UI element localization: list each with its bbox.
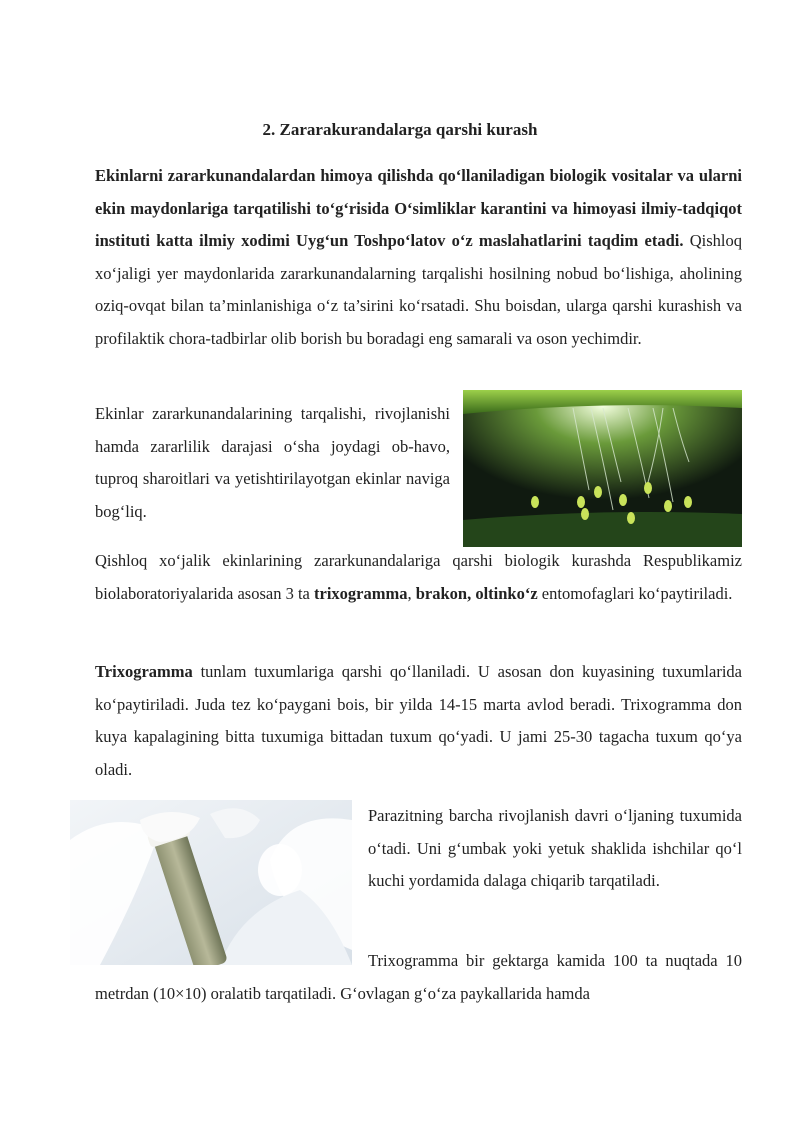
section-heading: 2. Zararakurandalarga qarshi kurash (262, 120, 538, 139)
spread-paragraph: Ekinlar zararkunandalarining tarqalishi, rivojlanishi hamda zararlilik darajasi o‘sha joydagi ob-havo, tuproq sharoitlari va yetishtirilayotgan ekinlar naviga bog‘liq. (95, 404, 450, 521)
parasite-eggs-image (463, 390, 742, 547)
parasite-development-paragraph: Parazitning barcha rivojlanish davri o‘ljaning tuxumida o‘tadi. Uni g‘umbak yoki yetuk shaklida ishchilar qo‘l kuchi yordamida dalaga chiqarib tarqatiladi. (368, 806, 742, 890)
distribution-paragraph: Trixogramma bir gektarga kamida 100 ta nuqtada 10 metrdan (10×10) oralatib tarqatiladi. G‘ovlagan g‘o‘za paykallarida hamda (95, 951, 742, 1003)
trichogramma-bold: trixogramma (314, 583, 408, 603)
intro-bold-text: Ekinlarni zararkunandalardan himoya qilishda qo‘llaniladigan biologik vositalar va ularni ekin maydonlariga tarqatilishi to‘g‘risida O‘simliklar karantini va himoyasi ilmiy-tadqiqot instituti katta ilmiy xodimi Uyg‘un Toshpo‘latov o‘z maslahatlarini taqdim etadi. (95, 166, 742, 250)
intro-paragraph (95, 160, 742, 355)
biocontrol-text-1: Qishloq xo‘jalik ekinlarining zararkunandalariga qarshi biologik kurashda Respublikamiz biolaboratoriyalarida asosan 3 ta (95, 551, 742, 603)
trichogramma-text: tunlam tuxumlariga qarshi qo‘llaniladi. U asosan don kuyasining tuxumlarida ko‘paytiriladi. Juda tez ko‘paygani bois, bir yilda 14-15 marta avlod beradi. Trixogramma don kuya kapalagining bitta tuxumiga bittadan tuxum qo‘yadi. U jami 25-30 tagacha tuxum qo‘ya oladi. (95, 662, 742, 779)
biological-control-paragraph (95, 545, 742, 610)
lab-worker-image (70, 800, 352, 965)
lab-worker-illustration (70, 800, 352, 965)
trichogramma-paragraph (95, 656, 742, 786)
biocontrol-text-2: , (407, 583, 416, 603)
brakon-oltinkoz-bold: brakon, oltinko‘z (415, 583, 538, 603)
biocontrol-text-3: entomofaglari ko‘paytiriladi. (537, 583, 733, 603)
trichogramma-term: Trixogramma (95, 662, 193, 681)
intro-text: Qishloq xo‘jaligi yer maydonlarida zararkunandalarning tarqalishi hosilning nobud bo‘lishiga, aholining oziq-ovqat bilan ta’minlanishiga o‘z ta’sirini ko‘rsatadi. Shu boisdan, ularga qarshi kurashish va profilaktik chora-tadbirlar olib borish bu boradagi eng samarali va oson yechimdir. (95, 231, 742, 348)
parasite-eggs-illustration (463, 390, 742, 547)
